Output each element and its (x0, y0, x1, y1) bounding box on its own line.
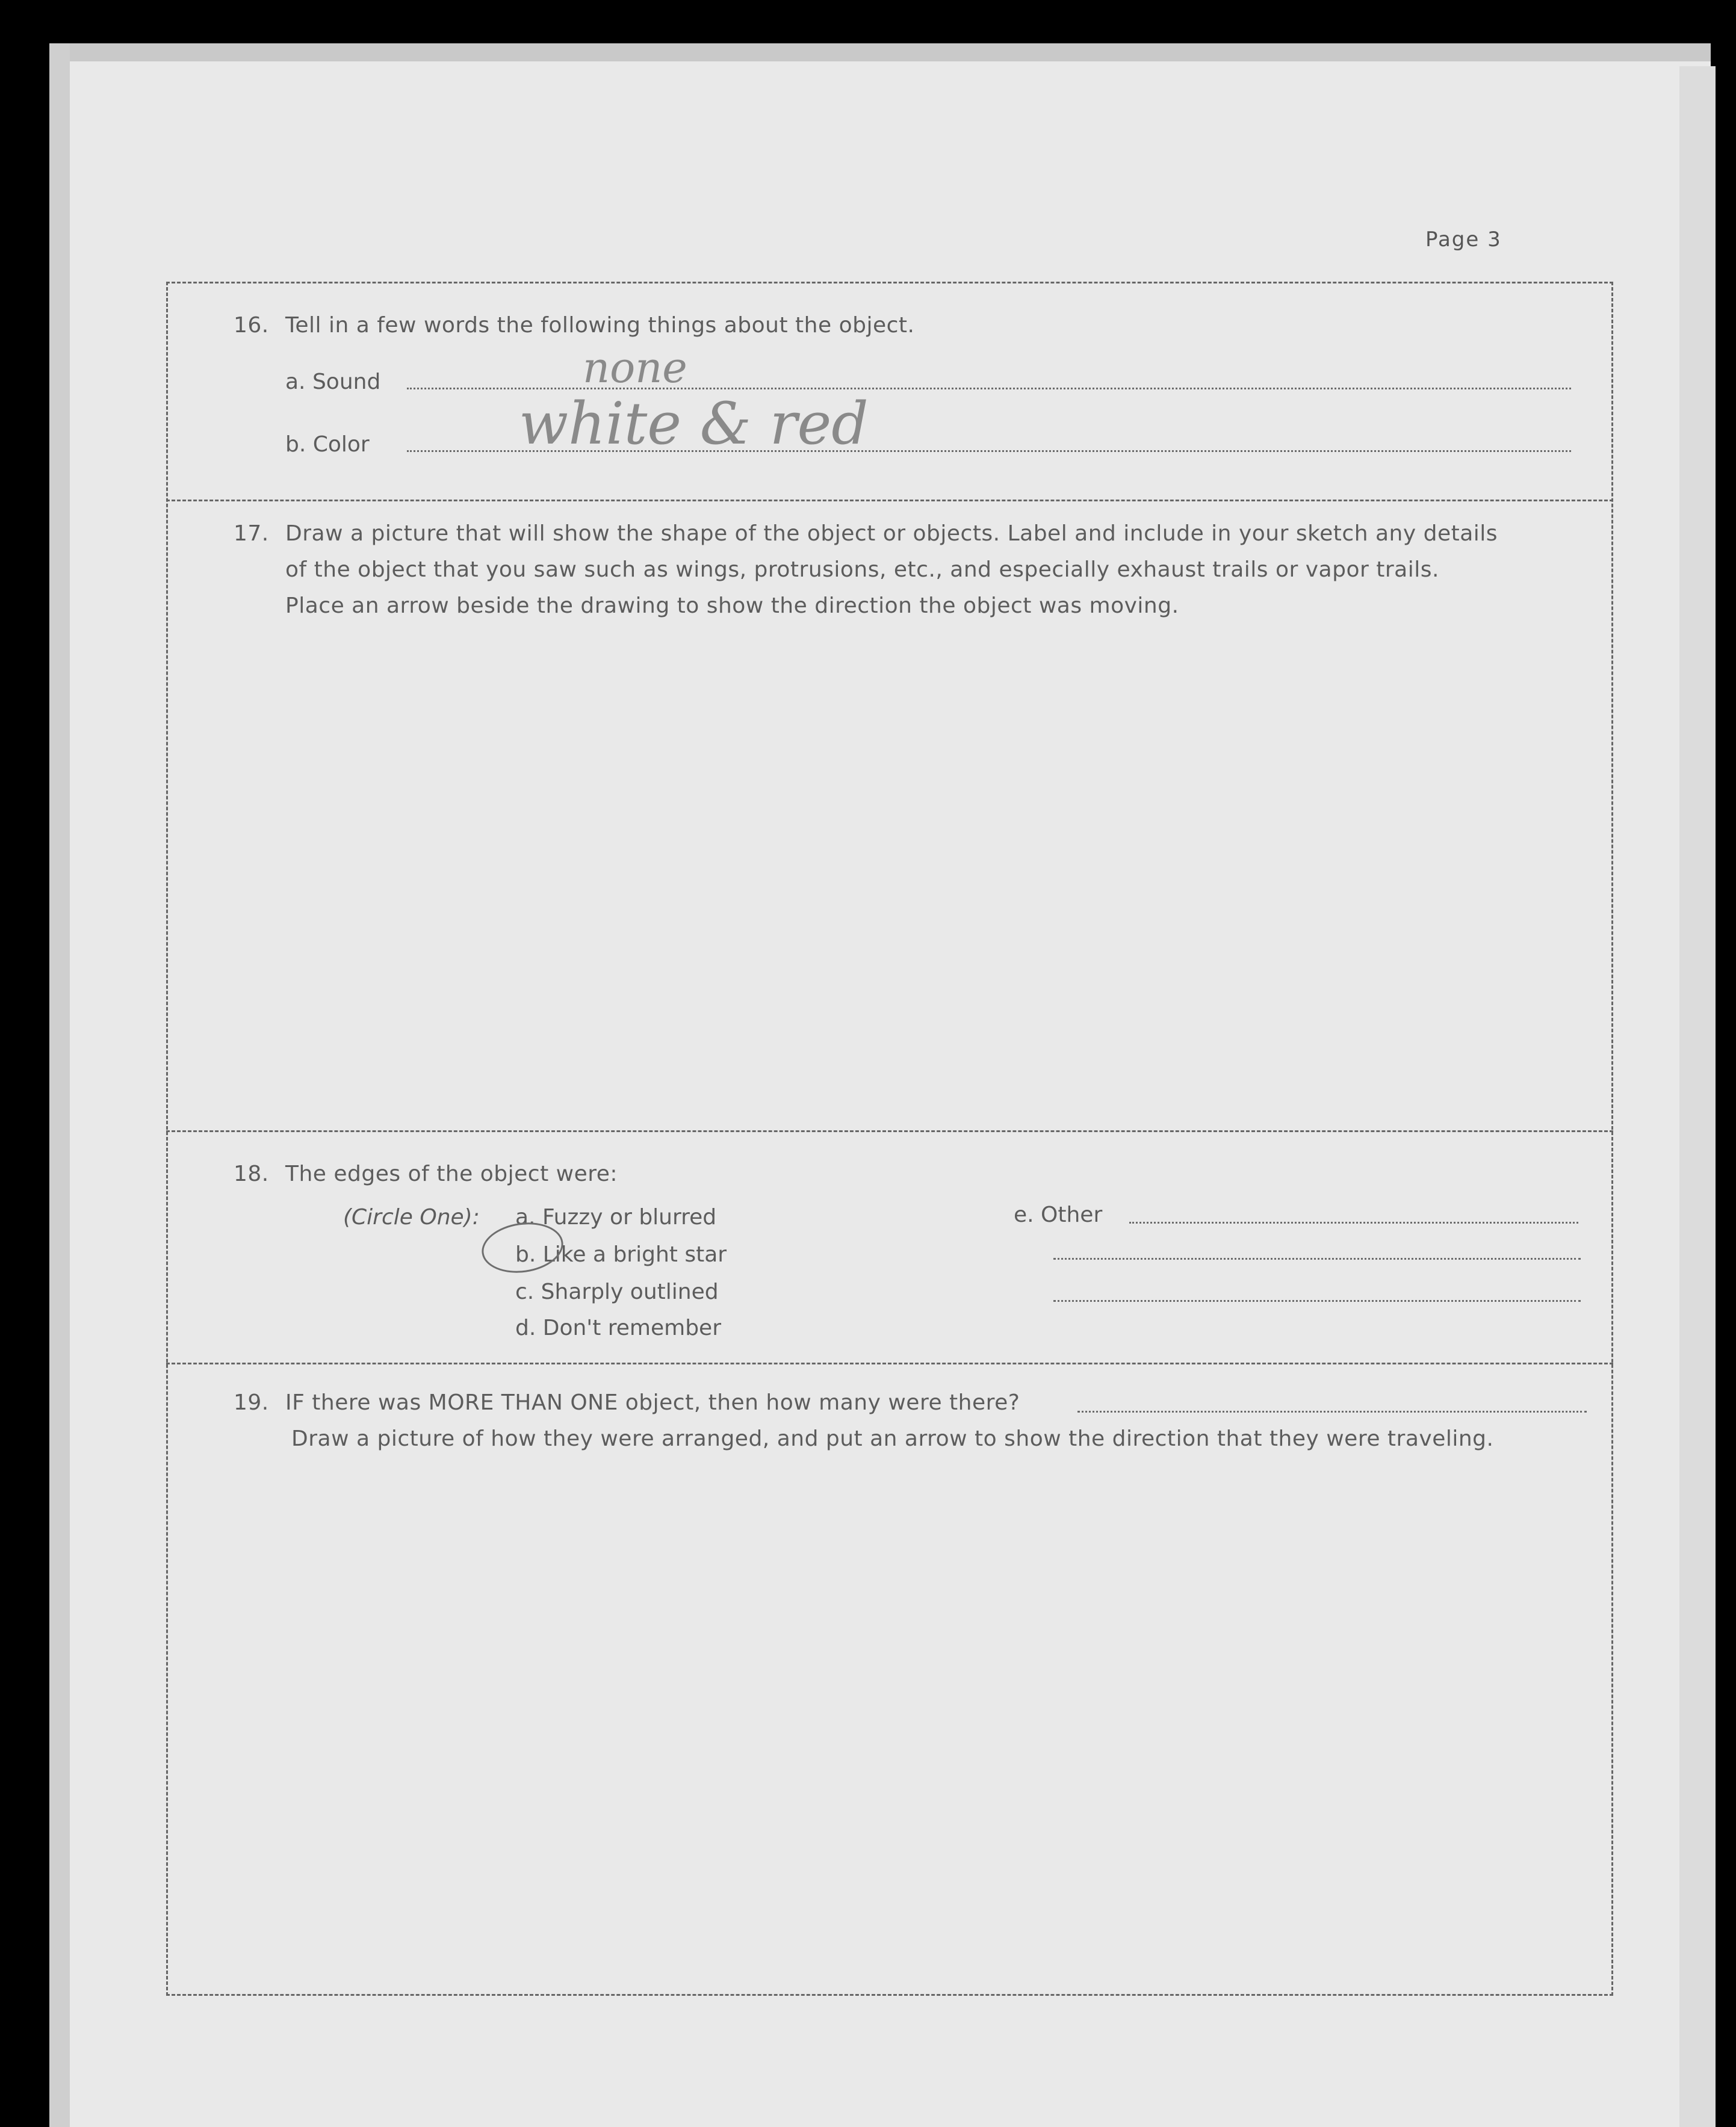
question-19 (234, 1390, 1020, 1415)
page-number: Page 3 (1425, 228, 1502, 252)
sound-answer: none (583, 343, 687, 392)
option-d[interactable]: d. Don't remember (515, 1316, 721, 1340)
divider-17-18 (166, 1130, 1613, 1132)
divider-18-19 (166, 1363, 1613, 1364)
option-b[interactable]: b. Like a bright star (515, 1242, 727, 1267)
scan-edge-left (49, 43, 70, 2127)
question-17-line-1: Draw a picture that will show the shape of the object or objects. Label and include in your sketch any details (285, 521, 1498, 546)
question-16-number: 16. (234, 313, 269, 338)
question-17-number: 17. (234, 521, 269, 546)
sound-label: a. Sound (285, 370, 381, 394)
sketch-area-17[interactable] (181, 638, 1595, 1119)
other-line-2[interactable] (1053, 1258, 1581, 1260)
option-c[interactable]: c. Sharply outlined (515, 1280, 719, 1304)
divider-16-17 (166, 500, 1613, 501)
question-19-line-2: Draw a picture of how they were arranged, and put an arrow to show the direction that they were traveling. (291, 1426, 1494, 1451)
circle-one-instruction: (Circle One): (343, 1205, 480, 1230)
sound-answer-line[interactable] (407, 388, 1571, 389)
object-count-line[interactable] (1077, 1411, 1587, 1413)
question-16 (234, 313, 914, 338)
question-18-text: The edges of the object were: (285, 1162, 618, 1186)
question-16-text: Tell in a few words the following things about the object. (285, 313, 915, 338)
color-answer: white & red (519, 390, 869, 457)
other-line-1[interactable] (1129, 1222, 1578, 1224)
question-17 (234, 521, 1498, 546)
other-line-3[interactable] (1053, 1300, 1581, 1302)
question-19-line-1: IF there was MORE THAN ONE object, then how many were there? (285, 1390, 1020, 1415)
color-label: b. Color (285, 432, 370, 457)
scan-edge-right (1679, 66, 1716, 2127)
other-label: e. Other (1014, 1203, 1103, 1227)
question-18 (234, 1162, 618, 1186)
question-17-line-2: of the object that you saw such as wings, protrusions, etc., and especially exhaust trails or vapor trails. (285, 557, 1439, 582)
sketch-area-19[interactable] (181, 1469, 1595, 1986)
question-18-number: 18. (234, 1162, 269, 1186)
option-a[interactable]: a. Fuzzy or blurred (515, 1205, 717, 1230)
scan-edge-top (49, 43, 1711, 61)
question-19-number: 19. (234, 1390, 269, 1415)
question-17-line-3: Place an arrow beside the drawing to show the direction the object was moving. (285, 593, 1179, 618)
